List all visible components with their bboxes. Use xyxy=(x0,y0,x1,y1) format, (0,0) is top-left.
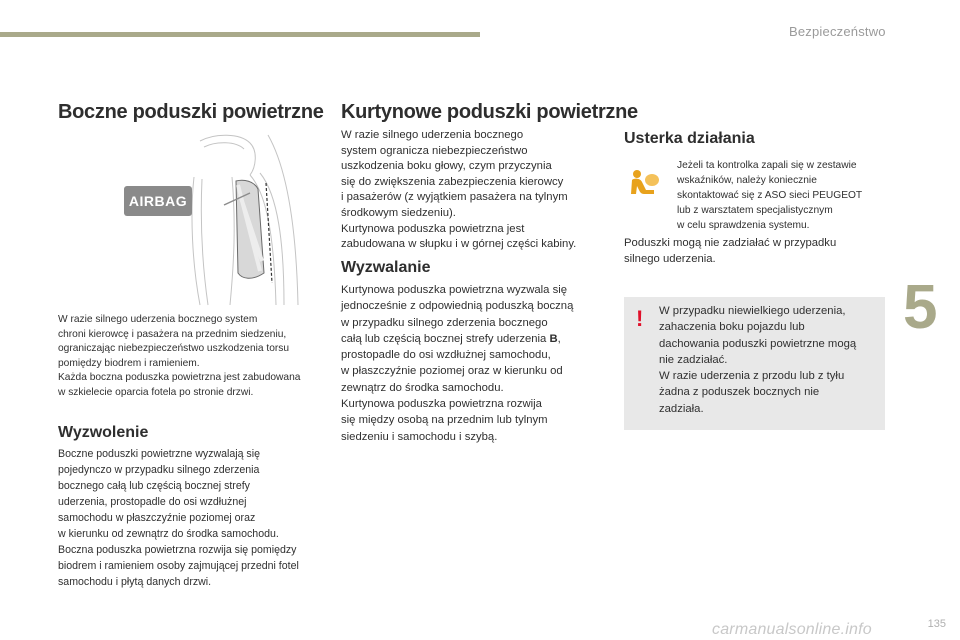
triggering-subtitle-left: Wyzwolenie xyxy=(58,424,149,441)
text-line: W przypadku niewielkiego uderzenia, xyxy=(659,305,846,317)
text-line: zahaczenia boku pojazdu lub xyxy=(659,321,805,334)
text-line: żadna z poduszek bocznych nie xyxy=(659,386,820,399)
text-line: chroni kierowcę i pasażera na przednim siedzeniu, xyxy=(58,328,287,340)
text-line: Poduszki mogą nie zadziałać w przypadku xyxy=(624,237,837,249)
chapter-number: 5 xyxy=(903,273,938,342)
text-line: silnego uderzenia. xyxy=(624,253,716,266)
text-line: samochodu w płaszczyźnie poziomej oraz xyxy=(58,512,256,524)
text-line: biodrem i ramieniem osoby zajmującej przedni fotel xyxy=(58,560,299,572)
curtain-airbags-body xyxy=(341,282,573,445)
text-line: zabudowana w słupku i w górnej części kabiny. xyxy=(341,238,577,251)
text-line: ograniczając niebezpieczeństwo uszkodzenia torsu xyxy=(58,343,290,354)
exclamation-icon: ! xyxy=(636,306,644,331)
text-line: Boczne poduszki powietrzne wyzwalają się xyxy=(58,448,260,460)
text-line: jednocześnie z odpowiednią poduszką boczną xyxy=(341,300,574,313)
text-line: zewnątrz do środka samochodu. xyxy=(341,381,504,394)
text-line: środkowym siedzeniu). xyxy=(341,206,456,219)
text-line: Boczna poduszka powietrzna rozwija się pomiędzy xyxy=(58,544,297,556)
header-accent-bar xyxy=(0,32,480,37)
text-line: się do zwiększenia zabezpieczenia kierowcy xyxy=(341,175,564,188)
malfunction-title: Usterka działania xyxy=(624,130,755,147)
side-airbags-title: Boczne poduszki powietrzne xyxy=(58,101,324,123)
text-line: w przypadku silnego zderzenia bocznego xyxy=(341,316,548,329)
text-line: skontaktować się z ASO sieci PEUGEOT xyxy=(677,190,863,201)
text-line: Kurtynowa poduszka powietrzna wyzwala się xyxy=(341,284,568,296)
text-line: samochodu i płytą danych drzwi. xyxy=(58,576,212,588)
text-line: W razie uderzenia z przodu lub z tyłu xyxy=(659,370,845,383)
text-line: w płaszczyźnie poziomej oraz w kierunku od xyxy=(341,365,563,378)
text-line: uszkodzenia boku głowy, czym przyczynia xyxy=(341,160,552,173)
curtain-airbags-title: Kurtynowe poduszki powietrzne xyxy=(341,101,638,123)
airbag-label: AIRBAG xyxy=(124,186,192,216)
text-line: i pasażerów (z wyjątkiem pasażera na tylnym xyxy=(341,191,568,204)
text-line: Każda boczna poduszka powietrzna jest zabudowana xyxy=(58,372,301,383)
text-line: prostopadle do osi wzdłużnej samochodu, xyxy=(341,349,551,362)
text-line: nie zadziałać. xyxy=(659,353,728,366)
text-line: W razie silnego uderzenia bocznego xyxy=(341,129,524,141)
text-line: Kurtynowa poduszka powietrzna jest xyxy=(341,222,525,235)
malfunction-body xyxy=(624,235,836,268)
text-fragment: całą lub częścią bocznej strefy uderzenia xyxy=(341,332,550,345)
seat-airbag-illustration xyxy=(180,133,300,307)
text-line: w szkielecie oparcia fotela po stronie drzwi. xyxy=(58,386,254,398)
text-line: w kierunku od zewnątrz do środka samochodu. xyxy=(58,528,279,540)
text-fragment: , xyxy=(557,332,561,345)
triggering-subtitle-middle: Wyzwalanie xyxy=(341,259,431,276)
text-line: w celu sprawdzenia systemu. xyxy=(677,220,810,231)
page-number: 135 xyxy=(927,618,946,630)
text-line: bocznego całą lub częścią bocznej strefy xyxy=(58,480,250,492)
alert-text xyxy=(659,303,856,417)
section-title: Bezpieczeństwo xyxy=(789,24,886,39)
zone-b-label: B xyxy=(549,332,558,345)
text-line: system ogranicza niebezpieczeństwo xyxy=(341,144,528,157)
text-line: Kurtynowa poduszka powietrzna rozwija xyxy=(341,398,542,411)
text-line: lub z warsztatem specjalistycznym xyxy=(677,205,833,216)
curtain-airbags-intro xyxy=(341,128,576,253)
text-line: wskaźników, należy koniecznie xyxy=(677,175,817,186)
side-airbags-body xyxy=(58,446,299,590)
text-line xyxy=(341,331,573,347)
text-line: W razie silnego uderzenia bocznego system xyxy=(58,314,258,325)
text-line: siedzeniu i samochodu i szybą. xyxy=(341,430,498,443)
warning-light-text xyxy=(677,158,862,233)
text-line: uderzenia, prostopadle do osi wzdłużnej xyxy=(58,496,247,508)
text-line: się między osobą na przednim lub tylnym xyxy=(341,414,548,427)
text-line: dachowania poduszki powietrzne mogą xyxy=(659,337,857,350)
text-line: Jeżeli ta kontrolka zapali się w zestawie xyxy=(677,160,857,171)
text-line: pomiędzy biodrem i ramieniem. xyxy=(58,357,200,369)
text-line: pojedynczo w przypadku silnego zderzenia xyxy=(58,464,260,476)
text-line: zadziała. xyxy=(659,402,704,415)
airbag-warning-light-icon xyxy=(628,168,662,198)
watermark: carmanualsonline.info xyxy=(712,621,872,638)
side-airbags-intro xyxy=(58,313,300,400)
